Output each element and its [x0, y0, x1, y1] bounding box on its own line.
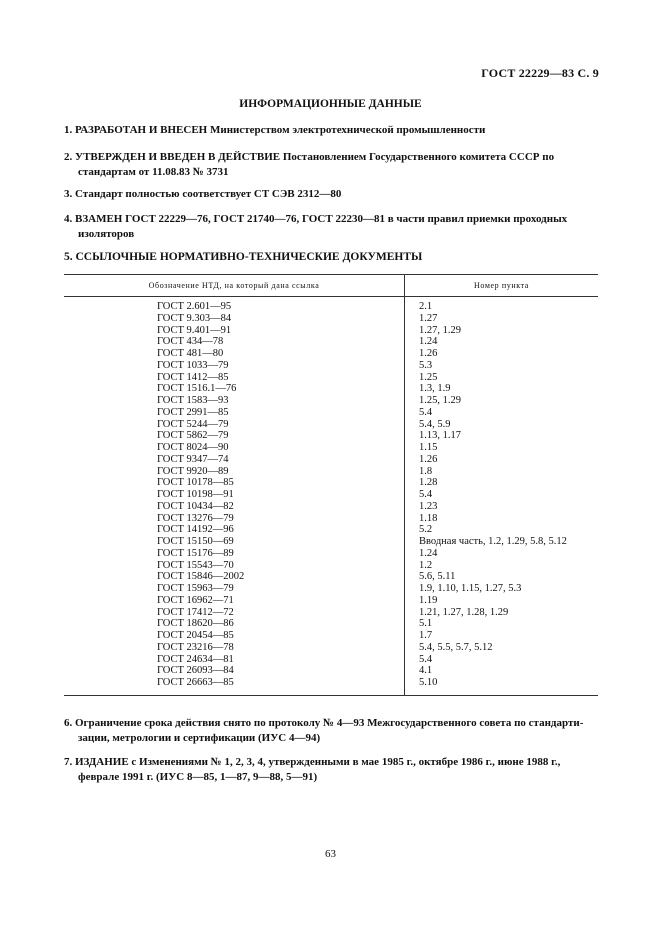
item-7-line-2: феврале 1991 г. (ИУС 8—85, 1—87, 9—88, 5—91): [78, 771, 318, 783]
item-4: [64, 212, 600, 242]
table-cell-clause: 5.4: [419, 406, 433, 418]
item-4-continuation: изоляторов: [78, 228, 135, 240]
table-cell-ntd: ГОСТ 23216—78: [157, 641, 234, 653]
table-cell-clause: 1.26: [419, 453, 438, 465]
table-cell-ntd: ГОСТ 2.601—95: [157, 301, 232, 312]
table-cell-clause: 5.10: [419, 677, 438, 688]
table-cell-ntd: ГОСТ 26663—85: [157, 677, 234, 688]
section-title: ИНФОРМАЦИОННЫЕ ДАННЫЕ: [239, 98, 422, 110]
table-cell-ntd: ГОСТ 15150—69: [157, 536, 234, 547]
table-cell-clause: 4.1: [419, 665, 433, 677]
table-cell-clause: 1.26: [419, 348, 438, 359]
table-cell-clause: 1.24: [419, 336, 438, 348]
table-cell-clause: 1.15: [419, 442, 438, 453]
table-cell-clause: 1.2: [419, 559, 433, 571]
table-cell-clause: 1.28: [419, 477, 438, 489]
table-cell-ntd: ГОСТ 1412—85: [157, 371, 229, 383]
table-cell-ntd: ГОСТ 15543—70: [157, 559, 234, 571]
table-cell-clause: 1.27, 1.29: [419, 324, 461, 336]
table-cell-ntd: ГОСТ 10434—82: [157, 500, 234, 512]
item-1-text: Министерством электротехнической промышленности: [209, 124, 486, 136]
document-header-ref: ГОСТ 22229—83 С. 9: [481, 66, 599, 80]
col-header-ntd: Обозначение НТД, на который дана ссылка: [64, 275, 405, 297]
table-cell-clause: 1.24: [419, 547, 438, 559]
table-cell-ntd: ГОСТ 26093—84: [157, 665, 234, 677]
table-body-row: [64, 297, 598, 696]
table-cell-ntd: ГОСТ 9.401—91: [157, 324, 232, 336]
page-number: 63: [325, 848, 336, 860]
item-1-lead: 1. РАЗРАБОТАН И ВНЕСЕН: [64, 124, 208, 136]
table-cell-clause: 1.25, 1.29: [419, 395, 461, 406]
table-cell-clause: Вводная часть, 1.2, 1.29, 5.8, 5.12: [419, 536, 567, 547]
table-cell-ntd: ГОСТ 20454—85: [157, 630, 234, 641]
table-cell-ntd: ГОСТ 1583—93: [157, 395, 229, 406]
table-cell-clause: 5.4: [419, 653, 433, 665]
item-6-line-2: зации, метрологии и сертификации (ИУС 4—94): [78, 732, 321, 744]
table-cell-clause: 5.1: [419, 618, 433, 630]
item-7-lead: 7. ИЗДАНИЕ: [64, 756, 129, 768]
table-cell-clause: 1.8: [419, 465, 433, 477]
item-2: [64, 150, 600, 180]
table-cell-clause: 5.4, 5.5, 5.7, 5.12: [419, 641, 493, 653]
item-4-text: в части правил приемки проходных: [387, 213, 568, 225]
table-cell-clause: 1.18: [419, 512, 438, 524]
item-4-lead: 4. ВЗАМЕН ГОСТ 22229—76, ГОСТ 21740—76, ГОСТ 22230—81: [64, 213, 385, 225]
table-cell-ntd: ГОСТ 5862—79: [157, 430, 229, 442]
table-cell-ntd: ГОСТ 8024—90: [157, 442, 229, 453]
references-table: [64, 274, 598, 696]
table-cell-clause: 1.19: [419, 594, 438, 606]
table-cell-clause: 1.9, 1.10, 1.15, 1.27, 5.3: [419, 583, 522, 594]
table-cell-ntd: ГОСТ 13276—79: [157, 512, 234, 524]
table-cell-ntd: ГОСТ 17412—72: [157, 606, 234, 618]
table-cell-clause: 5.4: [419, 489, 433, 500]
table-cell-ntd: ГОСТ 5244—79: [157, 418, 229, 430]
table-cell-ntd: ГОСТ 15846—2002: [157, 571, 245, 583]
table-header-row: [64, 275, 598, 297]
ntd-column: [64, 297, 405, 696]
table-cell-ntd: ГОСТ 14192—96: [157, 524, 234, 536]
table-cell-clause: 5.4, 5.9: [419, 418, 451, 430]
table-cell-ntd: ГОСТ 15963—79: [157, 583, 234, 594]
item-7: [64, 755, 600, 785]
item-2-lead: 2. УТВЕРЖДЕН И ВВЕДЕН В ДЕЙСТВИЕ: [64, 151, 281, 163]
table-cell-clause: 5.3: [419, 359, 433, 371]
table-cell-clause: 5.2: [419, 524, 433, 536]
table-cell-ntd: ГОСТ 18620—86: [157, 618, 234, 630]
table-cell-ntd: ГОСТ 9920—89: [157, 465, 229, 477]
table-cell-ntd: ГОСТ 16962—71: [157, 594, 234, 606]
item-6-line-1: 6. Ограничение срока действия снято по протоколу № 4—93 Межгосударственного совета по стандарти-: [64, 717, 584, 729]
item-2-text: Постановлением Государственного комитета СССР по: [282, 151, 555, 163]
table-cell-ntd: ГОСТ 2991—85: [157, 406, 229, 418]
item-6: [64, 716, 600, 746]
table-cell-clause: 1.25: [419, 371, 438, 383]
table-cell-ntd: ГОСТ 1033—79: [157, 359, 229, 371]
table-cell-clause: 1.7: [419, 630, 433, 641]
table-cell-ntd: ГОСТ 434—78: [157, 336, 224, 348]
table-cell-ntd: ГОСТ 9347—74: [157, 453, 229, 465]
table-cell-clause: 1.3, 1.9: [419, 383, 451, 395]
table-cell-clause: 1.27: [419, 312, 438, 324]
item-7-line-1: с Изменениями № 1, 2, 3, 4, утвержденными в мае 1985 г., октябре 1986 г., июне 1988 г.,: [131, 756, 561, 768]
table-cell-clause: 5.6, 5.11: [419, 571, 456, 583]
table-cell-ntd: ГОСТ 15176—89: [157, 547, 234, 559]
table-cell-ntd: ГОСТ 10198—91: [157, 489, 234, 500]
table-cell-ntd: ГОСТ 481—80: [157, 348, 224, 359]
item-5-title: 5. ССЫЛОЧНЫЕ НОРМАТИВНО-ТЕХНИЧЕСКИЕ ДОКУМЕНТЫ: [64, 251, 423, 263]
table-cell-clause: 1.13, 1.17: [419, 430, 461, 442]
clause-column: [405, 297, 599, 696]
col-header-clause: Номер пункта: [405, 275, 599, 297]
item-2-continuation: стандартам от 11.08.83 № 3731: [78, 166, 229, 178]
table-cell-clause: 2.1: [419, 301, 433, 312]
item-1: [64, 123, 600, 138]
item-3-text: 3. Стандарт полностью соответствует СТ СЭВ 2312—80: [64, 188, 342, 200]
table-cell-ntd: ГОСТ 24634—81: [157, 653, 234, 665]
table-cell-clause: 1.21, 1.27, 1.28, 1.29: [419, 606, 509, 618]
table-cell-ntd: ГОСТ 10178—85: [157, 477, 234, 489]
item-3: [64, 187, 600, 202]
table-cell-ntd: ГОСТ 1516.1—76: [157, 383, 237, 395]
table-cell-ntd: ГОСТ 9.303—84: [157, 312, 232, 324]
table-cell-clause: 1.23: [419, 500, 438, 512]
